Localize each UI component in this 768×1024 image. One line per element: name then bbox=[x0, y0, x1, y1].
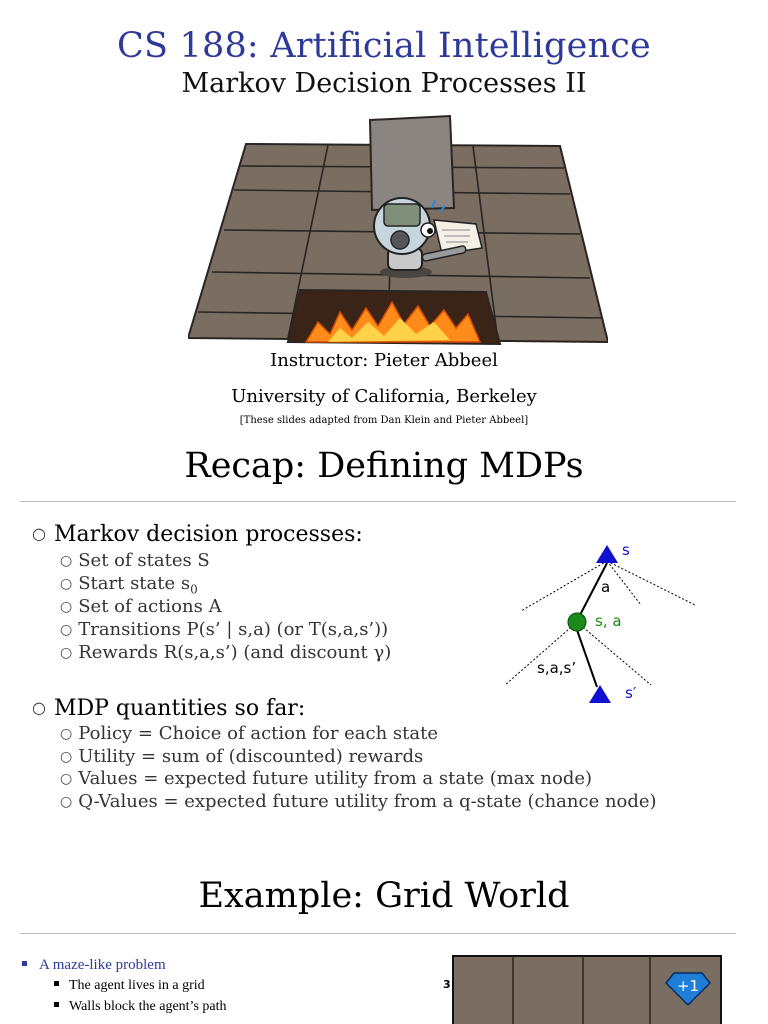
robot-fire-pit-illustration bbox=[188, 112, 608, 348]
dashed-branch bbox=[577, 622, 651, 685]
dashed-branch bbox=[607, 561, 695, 605]
slide1-subtitle: Markov Decision Processes II bbox=[181, 68, 587, 99]
section2-item: ○ Policy = Choice of action for each state bbox=[60, 723, 439, 744]
section2-item: ○ Utility = sum of (discounted) rewards bbox=[60, 746, 424, 767]
qstate-label: s, a bbox=[595, 612, 622, 630]
university-line: University of California, Berkeley bbox=[231, 386, 537, 407]
pillar bbox=[370, 116, 454, 210]
start-state-subscript: 0 bbox=[190, 582, 198, 597]
state-node-s-prime bbox=[589, 685, 611, 703]
slide3-sub-item: The agent lives in a grid bbox=[54, 978, 205, 994]
section1-item: ○ Rewards R(s,a,s’) (and discount γ) bbox=[60, 642, 392, 663]
slide3-bullet: A maze-like problem bbox=[22, 957, 166, 974]
slide3-divider bbox=[20, 933, 736, 934]
slide3-title: Example: Grid World bbox=[198, 876, 570, 916]
grid-row-label: 3 bbox=[443, 978, 451, 991]
section1-item: ○ Transitions P(s’ | s,a) (or T(s,a,s’)) bbox=[60, 619, 389, 640]
section1-heading: ○ Markov decision processes: bbox=[32, 522, 363, 547]
instructor-line: Instructor: Pieter Abbeel bbox=[270, 350, 498, 371]
state-node-s bbox=[596, 545, 618, 563]
slide2-divider bbox=[20, 501, 736, 502]
slide2-title: Recap: Defining MDPs bbox=[184, 446, 584, 486]
transition-label: s,a,s’ bbox=[537, 659, 577, 677]
section1-item: ○ Set of states S bbox=[60, 550, 210, 571]
reward-label: +1 bbox=[676, 977, 700, 995]
credit-line: [These slides adapted from Dan Klein and Pieter Abbeel] bbox=[239, 415, 529, 426]
section2-heading: ○ MDP quantities so far: bbox=[32, 696, 306, 721]
slide1-title: CS 188: Artificial Intelligence bbox=[117, 26, 651, 66]
grid-world-board bbox=[452, 955, 722, 1024]
action-label: a bbox=[601, 578, 611, 596]
section2-item: ○ Values = expected future utility from a state (max node) bbox=[60, 768, 593, 789]
qstate-node bbox=[568, 613, 586, 631]
section1-item: ○ Set of actions A bbox=[60, 596, 222, 617]
mdp-expectimax-diagram bbox=[495, 535, 715, 710]
dashed-branch bbox=[607, 561, 641, 605]
transition-edge bbox=[577, 630, 597, 687]
slide3-sub-item: Walls block the agent’s path bbox=[54, 999, 227, 1015]
state-label: s bbox=[622, 541, 630, 559]
section2-item: ○ Q-Values = expected future utility from a q-state (chance node) bbox=[60, 791, 657, 812]
section1-item: ○ Start state $s_0$ bbox=[60, 573, 198, 597]
next-state-label: s′ bbox=[625, 684, 637, 702]
